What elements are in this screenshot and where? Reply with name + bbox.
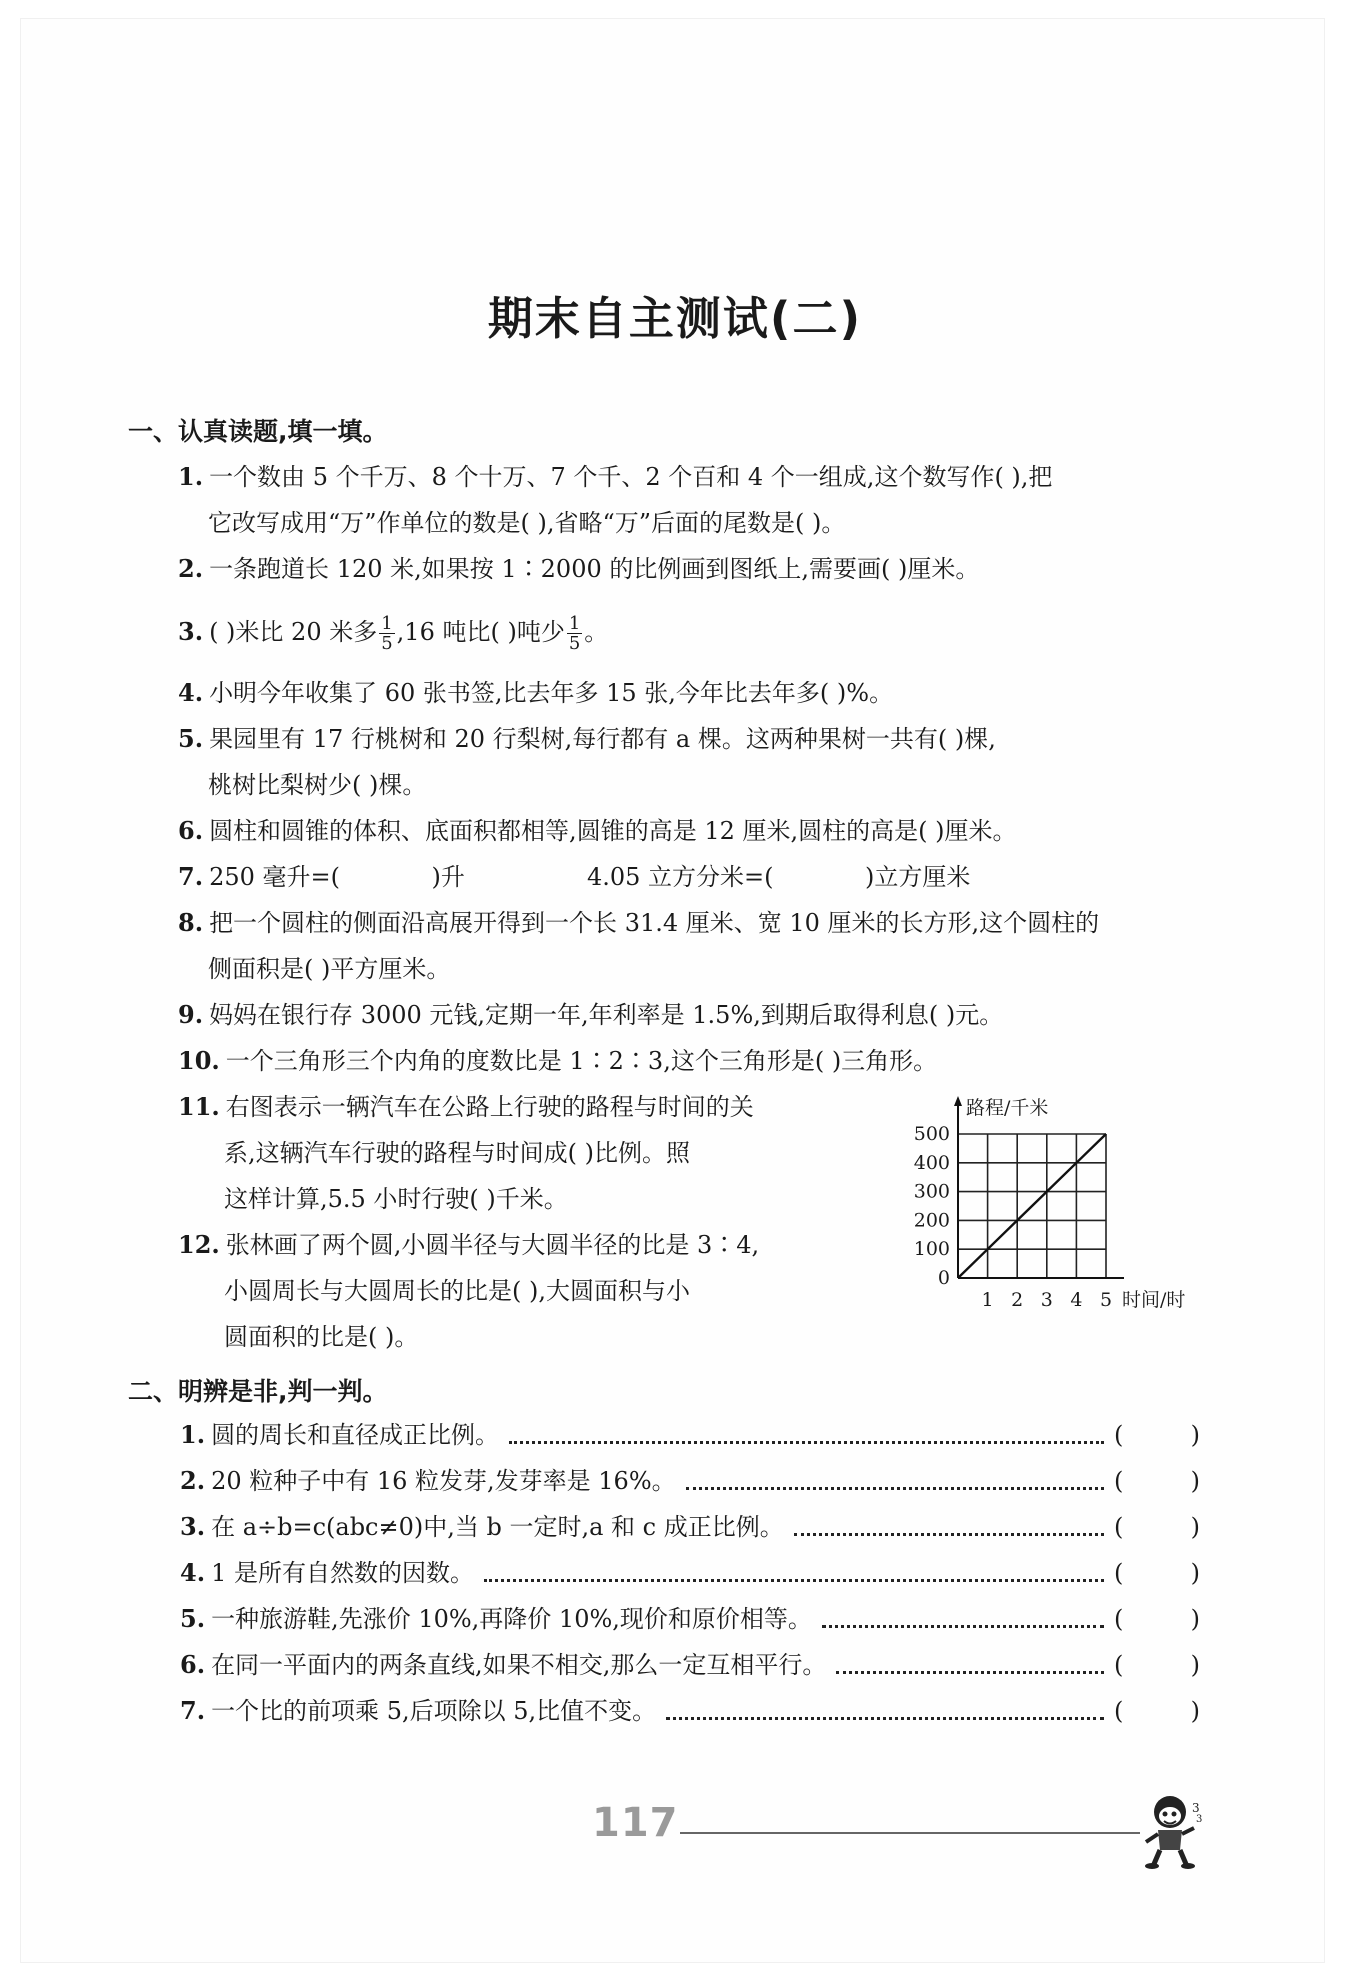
question-number: 4. (180, 1558, 206, 1587)
dot-leader (822, 1623, 1104, 1628)
question-text: 250 毫升=( )升 4.05 立方分米=( )立方厘米 (209, 863, 971, 891)
x-tick-label: 2 (1011, 1289, 1024, 1311)
question-text: 把一个圆柱的侧面沿高展开得到一个长 31.4 厘米、宽 10 厘米的长方形,这个圆柱的 (209, 909, 1100, 937)
q1-line2 (208, 506, 845, 540)
x-axis-label: 时间/时 (1122, 1289, 1186, 1311)
question-text: 一条跑道长 120 米,如果按 1∶2000 的比例画到图纸上,需要画( )厘米。 (209, 555, 980, 583)
series-line (958, 1134, 1106, 1278)
fraction-denominator: 5 (568, 633, 581, 654)
question-text: 小明今年收集了 60 张书签,比去年多 15 张,今年比去年多( )%。 (209, 679, 894, 707)
chart-series (958, 1134, 1106, 1278)
q5-line1 (178, 722, 996, 756)
q5-line2 (208, 768, 426, 802)
fraction-one-fifth (379, 614, 394, 653)
dot-leader (836, 1669, 1104, 1674)
answer-parentheses[interactable] (1114, 1556, 1200, 1590)
question-text: 果园里有 17 行桃树和 20 行梨树,每行都有 a 棵。这两种果树一共有( )棵, (209, 725, 996, 753)
chart-axes (954, 1096, 1124, 1278)
paren-close: ) (1190, 1559, 1200, 1587)
q1-line1 (178, 460, 1052, 494)
question-text: 侧面积是( )平方厘米。 (208, 955, 451, 983)
judge-text (180, 1648, 826, 1682)
q3-part1: ( )米比 20 米多 (209, 618, 378, 646)
answer-parentheses[interactable] (1114, 1602, 1200, 1636)
question-number: 3. (178, 617, 204, 646)
statement-text: 在同一平面内的两条直线,如果不相交,那么一定互相平行。 (211, 1651, 827, 1679)
question-number: 10. (178, 1046, 220, 1075)
paren-open: ( (1114, 1559, 1124, 1587)
y-axis-label: 路程/千米 (966, 1097, 1049, 1119)
question-text: 它改写成用“万”作单位的数是( ),省略“万”后面的尾数是( )。 (208, 509, 846, 537)
judge-text (180, 1694, 656, 1728)
judge-text (180, 1418, 499, 1452)
question-text: 右图表示一辆汽车在公路上行驶的路程与时间的关 (225, 1093, 754, 1121)
judge-text (180, 1556, 474, 1590)
judge-item (180, 1510, 1200, 1544)
fraction-one-fifth (567, 614, 582, 653)
statement-text: 20 粒种子中有 16 粒发芽,发芽率是 16%。 (211, 1467, 676, 1495)
paren-open: ( (1114, 1697, 1124, 1725)
y-axis-arrow (954, 1096, 962, 1106)
svg-text:3: 3 (1192, 1801, 1200, 1815)
question-text: 桃树比梨树少( )棵。 (208, 771, 427, 799)
question-text: 一个三角形三个内角的度数比是 1∶2∶3,这个三角形是( )三角形。 (225, 1047, 938, 1075)
q8-line2 (208, 952, 450, 986)
question-text: 一个数由 5 个千万、8 个十万、7 个千、2 个百和 4 个一组成,这个数写作( ),把 (209, 463, 1053, 491)
q3-line (178, 614, 608, 653)
paren-open: ( (1114, 1421, 1124, 1449)
judge-item (180, 1694, 1200, 1728)
distance-time-chart (880, 1090, 1210, 1320)
q4-line (178, 676, 893, 710)
section1-heading: 一、认真读题,填一填。 (128, 417, 388, 446)
q6-line (178, 814, 1016, 848)
question-number: 6. (178, 816, 204, 845)
answer-parentheses[interactable] (1114, 1464, 1200, 1498)
fraction-numerator: 1 (568, 613, 581, 634)
y-tick-label: 500 (913, 1123, 950, 1145)
judge-text (180, 1602, 812, 1636)
q11-line3 (224, 1182, 568, 1216)
judge-text (180, 1464, 676, 1498)
judge-item (180, 1464, 1200, 1498)
dot-leader (509, 1439, 1104, 1444)
q11-line1 (178, 1090, 754, 1124)
question-text: 系,这辆汽车行驶的路程与时间成( )比例。照 (224, 1139, 690, 1167)
paren-open: ( (1114, 1513, 1124, 1541)
judge-item (180, 1602, 1200, 1636)
dot-leader (686, 1485, 1104, 1490)
x-tick-label: 4 (1070, 1289, 1083, 1311)
y-tick-label: 300 (913, 1180, 950, 1203)
question-number: 3. (180, 1512, 206, 1541)
question-number: 6. (180, 1650, 206, 1679)
question-number: 1. (180, 1420, 206, 1449)
q12-line1 (178, 1228, 759, 1262)
y-tick-label: 200 (913, 1209, 950, 1232)
paren-close: ) (1190, 1651, 1200, 1679)
q12-line3 (224, 1320, 418, 1354)
footer-rule (680, 1832, 1140, 1834)
svg-text:3: 3 (1196, 1814, 1203, 1825)
fraction-denominator: 5 (381, 633, 393, 654)
question-number: 9. (178, 1000, 204, 1029)
paren-open: ( (1114, 1605, 1124, 1633)
question-text: 圆柱和圆锥的体积、底面积都相等,圆锥的高是 12 厘米,圆柱的高是( )厘米。 (209, 817, 1017, 845)
answer-parentheses[interactable] (1114, 1510, 1200, 1544)
judge-text (180, 1510, 784, 1544)
q11-line2 (224, 1136, 690, 1170)
statement-text: 1 是所有自然数的因数。 (211, 1559, 474, 1587)
paren-close: ) (1190, 1697, 1200, 1725)
question-text: 妈妈在银行存 3000 元钱,定期一年,年利率是 1.5%,到期后取得利息( )元。 (209, 1001, 1004, 1029)
judge-item (180, 1648, 1200, 1682)
paren-close: ) (1190, 1605, 1200, 1633)
q9-line (178, 998, 1003, 1032)
paren-close: ) (1190, 1421, 1200, 1449)
judge-item (180, 1418, 1200, 1452)
statement-text: 一个比的前项乘 5,后项除以 5,比值不变。 (211, 1697, 657, 1725)
y-tick-label: 0 (937, 1267, 950, 1289)
q3-part2: ,16 吨比( )吨少 (396, 618, 565, 646)
dot-leader (794, 1531, 1104, 1536)
q8-line1 (178, 906, 1099, 940)
q12-line2 (224, 1274, 690, 1308)
question-number: 7. (178, 862, 204, 891)
x-tick-label: 3 (1040, 1289, 1053, 1311)
section2-heading: 二、明辨是非,判一判。 (128, 1377, 388, 1406)
answer-parentheses[interactable] (1114, 1648, 1200, 1682)
paren-open: ( (1114, 1651, 1124, 1679)
answer-parentheses[interactable] (1114, 1418, 1200, 1452)
dot-leader (484, 1577, 1104, 1582)
statement-text: 在 a÷b=c(abc≠0)中,当 b 一定时,a 和 c 成正比例。 (211, 1513, 784, 1541)
question-number: 7. (180, 1696, 206, 1725)
q3-part3: 。 (584, 618, 609, 646)
question-text: 小圆周长与大圆周长的比是( ),大圆面积与小 (224, 1277, 690, 1305)
question-number: 8. (178, 908, 204, 937)
paren-open: ( (1114, 1467, 1124, 1495)
question-text: 这样计算,5.5 小时行驶( )千米。 (224, 1185, 568, 1213)
question-number: 5. (180, 1604, 206, 1633)
x-tick-label: 1 (981, 1289, 994, 1311)
dot-leader (666, 1715, 1104, 1720)
q10-line (178, 1044, 937, 1078)
paren-close: ) (1190, 1467, 1200, 1495)
page-title: 期末自主测试(二) (487, 292, 863, 345)
judge-item (180, 1556, 1200, 1590)
question-text: 张林画了两个圆,小圆半径与大圆半径的比是 3∶4, (225, 1231, 760, 1259)
q2-line (178, 552, 979, 586)
q7-line (178, 860, 970, 894)
question-number: 5. (178, 724, 204, 753)
paren-close: ) (1190, 1513, 1200, 1541)
y-tick-label: 100 (913, 1238, 950, 1261)
question-number: 1. (178, 462, 204, 491)
question-number: 4. (178, 678, 204, 707)
question-text: 圆面积的比是( )。 (224, 1323, 419, 1351)
question-number: 2. (178, 554, 204, 583)
question-number: 2. (180, 1466, 206, 1495)
page-number: 117 (592, 1800, 679, 1846)
statement-text: 一种旅游鞋,先涨价 10%,再降价 10%,现价和原价相等。 (211, 1605, 812, 1633)
fraction-numerator: 1 (381, 613, 393, 634)
question-number: 11. (178, 1092, 220, 1121)
cartoon-mascot-icon (1140, 1790, 1210, 1870)
answer-parentheses[interactable] (1114, 1694, 1200, 1728)
y-tick-label: 400 (913, 1151, 950, 1174)
question-number: 12. (178, 1230, 220, 1259)
x-tick-label: 5 (1099, 1289, 1113, 1311)
statement-text: 圆的周长和直径成正比例。 (211, 1421, 500, 1449)
